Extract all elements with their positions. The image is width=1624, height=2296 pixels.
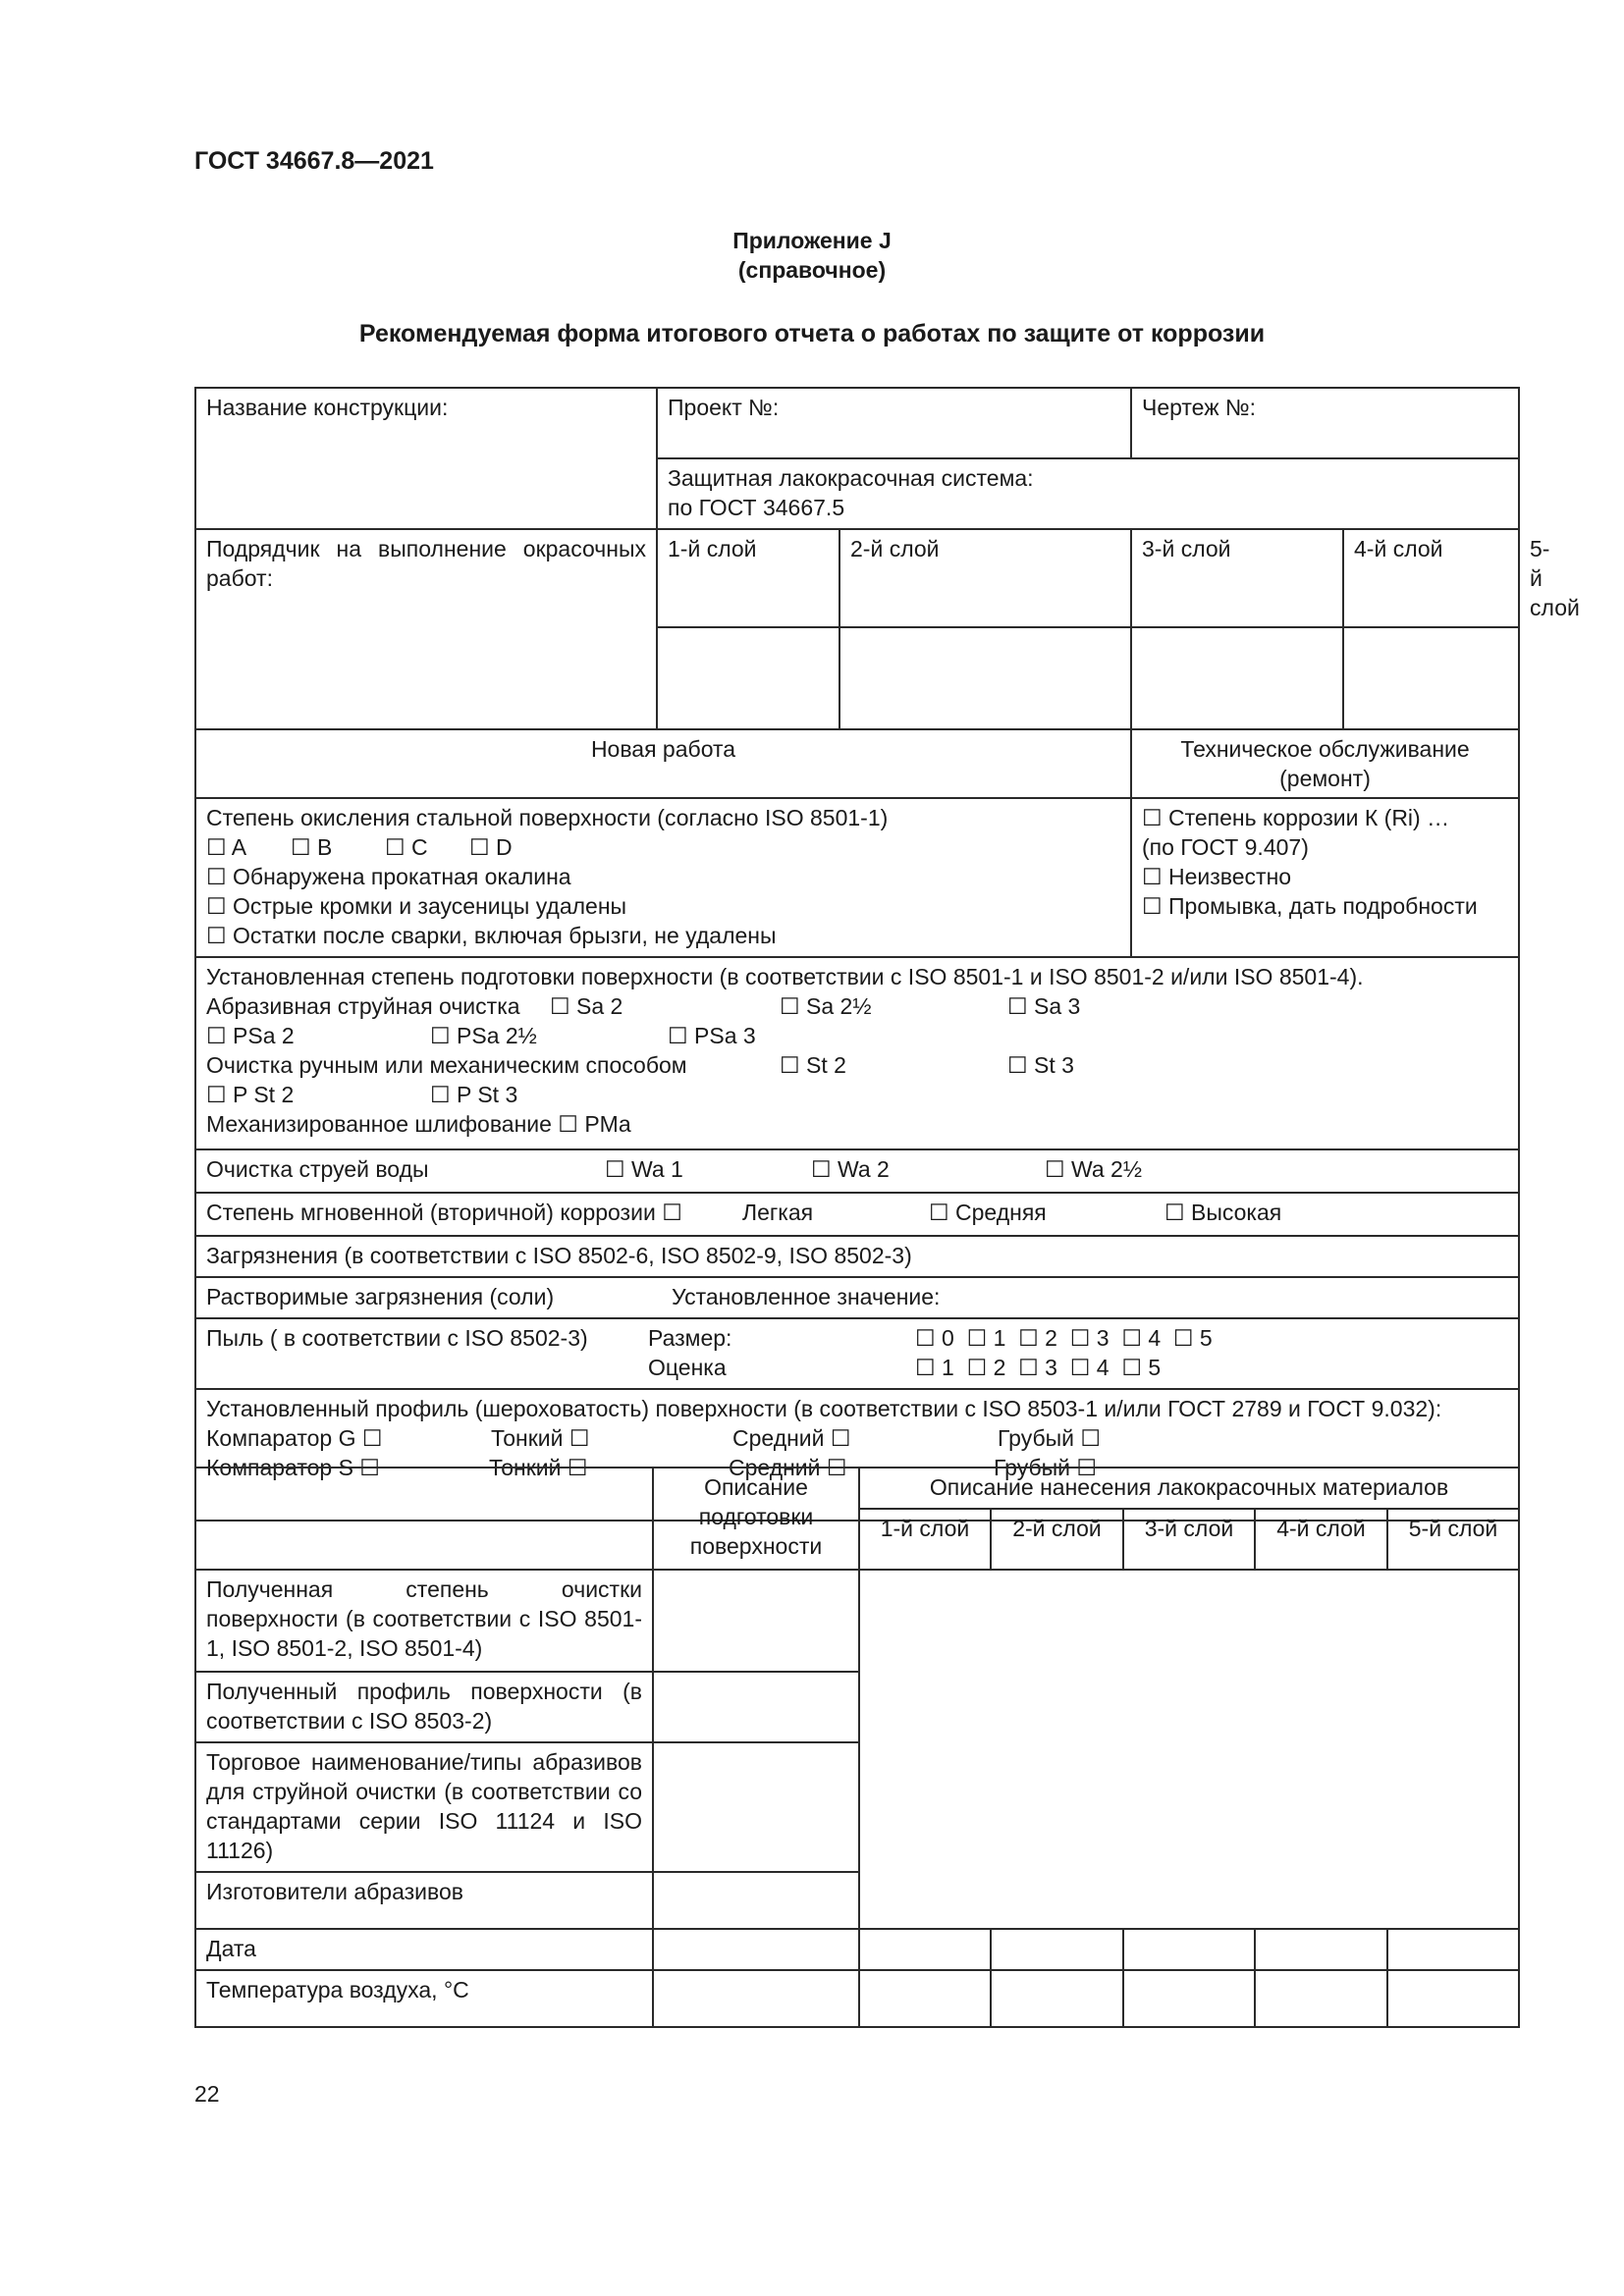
- layer-header: 4-й слой: [1343, 529, 1519, 627]
- structure-name-label: Название конструкции:: [206, 395, 449, 420]
- layer-header: 3-й слой: [1123, 1509, 1255, 1570]
- wa2half-checkbox[interactable]: ☐ Wa 2½: [1045, 1156, 1143, 1182]
- project-no-label: Проект №:: [668, 395, 780, 420]
- comparator-s-checkbox[interactable]: Компаратор S ☐: [206, 1455, 380, 1480]
- contamination-label: Загрязнения (в соответствии с ISO 8502-6, ISO 8502-9, ISO 8502-3): [206, 1243, 912, 1268]
- date-cell[interactable]: [991, 1929, 1123, 1970]
- oxidation-grades: [206, 832, 1120, 862]
- abrasive-row: [206, 991, 1508, 1021]
- flash-rust-light: Легкая: [742, 1200, 814, 1225]
- medium-g-checkbox[interactable]: Средний ☐: [732, 1425, 851, 1451]
- psa2-checkbox[interactable]: ☐ PSa 2: [206, 1023, 295, 1048]
- row-label: Полученный профиль поверхности (в соответствии с ISO 8503-2): [195, 1672, 653, 1742]
- date-cell[interactable]: [1123, 1929, 1255, 1970]
- soluble-row: [206, 1282, 1508, 1311]
- temperature-cell[interactable]: [653, 1970, 859, 2027]
- contractor-label: Подрядчик на выполнение окрасочных работ:: [206, 536, 646, 591]
- water-jet-section: [195, 1149, 1519, 1193]
- layer-cell[interactable]: [839, 627, 1131, 729]
- flash-rust-high-checkbox[interactable]: ☐ Высокая: [1164, 1200, 1282, 1225]
- unknown-checkbox[interactable]: ☐ Неизвестно: [1142, 864, 1292, 889]
- dust-rating-row: [206, 1353, 1508, 1382]
- coarse-s-checkbox[interactable]: Грубый ☐: [994, 1455, 1098, 1480]
- surface-prep-title: Установленная степень подготовки поверхности (в соответствии с ISO 8501-1 и ISO 8501-2 и/или ISO 8501-4).: [206, 964, 1364, 989]
- layer-cell[interactable]: [1131, 627, 1343, 729]
- form-title: Рекомендуемая форма итогового отчета о работах по защите от коррозии: [358, 320, 1266, 347]
- dust-size-row: [206, 1323, 1508, 1353]
- date-cell[interactable]: [1387, 1929, 1519, 1970]
- structure-name-field[interactable]: [195, 388, 657, 529]
- layer-header: 5-й слой: [1387, 1509, 1519, 1570]
- row-label: Температура воздуха, °С: [195, 1970, 653, 2027]
- drawing-no-field[interactable]: [1131, 388, 1519, 458]
- comparator-g-checkbox[interactable]: Компаратор G ☐: [206, 1425, 383, 1451]
- manual-row: [206, 1050, 1508, 1080]
- dust-rating-options[interactable]: ☐ 1 ☐ 2 ☐ 3 ☐ 4 ☐ 5: [915, 1355, 1162, 1380]
- date-cell[interactable]: [1255, 1929, 1387, 1970]
- drawing-no-label: Чертеж №:: [1142, 395, 1257, 420]
- water-jet-row: [206, 1154, 1508, 1184]
- weld-residue-checkbox[interactable]: ☐ Остатки после сварки, включая брызги, не удалены: [206, 923, 777, 948]
- psa2half-checkbox[interactable]: ☐ PSa 2½: [430, 1023, 537, 1048]
- comparator-g-row: [206, 1423, 1508, 1453]
- layer-header: 4-й слой: [1255, 1509, 1387, 1570]
- surface-prep-cell[interactable]: [653, 1742, 859, 1872]
- grinding-checkbox[interactable]: Механизированное шлифование ☐ PMa: [206, 1111, 631, 1137]
- surface-prep-desc-header: Описание подготовки поверхности: [653, 1468, 859, 1570]
- manual-label: Очистка ручным или механическим способом: [206, 1052, 687, 1078]
- layer-header: 1-й слой: [859, 1509, 991, 1570]
- empty-header-cell: [195, 1468, 653, 1570]
- pst2-checkbox[interactable]: ☐ P St 2: [206, 1082, 295, 1107]
- temperature-cell[interactable]: [1387, 1970, 1519, 2027]
- oxidation-section: [195, 798, 1131, 957]
- gost-reference: (по ГОСТ 9.407): [1142, 834, 1309, 860]
- layer-header: 1-й слой: [657, 529, 839, 627]
- coating-desc-header: Описание нанесения лакокрасочных материалов: [859, 1468, 1519, 1509]
- flash-rust-label[interactable]: Степень мгновенной (вторичной) коррозии ☐: [206, 1200, 682, 1225]
- wa1-checkbox[interactable]: ☐ Wa 1: [605, 1156, 683, 1182]
- surface-prep-cell[interactable]: [653, 1570, 859, 1672]
- date-cell[interactable]: [859, 1929, 991, 1970]
- row-label: Торговое наименование/типы абразивов для струйной очистки (в соответствии со стандартами серии ISO 11124 и ISO 11126): [195, 1742, 653, 1872]
- temperature-cell[interactable]: [1255, 1970, 1387, 2027]
- project-no-field[interactable]: [657, 388, 1131, 458]
- row-label: Дата: [195, 1929, 653, 1970]
- temperature-cell[interactable]: [859, 1970, 991, 2027]
- page-number: 22: [194, 2081, 220, 2107]
- medium-s-checkbox[interactable]: Средний ☐: [729, 1455, 847, 1480]
- surface-prep-cell[interactable]: [653, 1872, 859, 1929]
- dust-size-options[interactable]: ☐ 0 ☐ 1 ☐ 2 ☐ 3 ☐ 4 ☐ 5: [915, 1325, 1213, 1351]
- row-label: Изготовители абразивов: [195, 1872, 653, 1929]
- coating-merged-cell[interactable]: [859, 1570, 1519, 1929]
- grade-b-checkbox[interactable]: ☐ B: [291, 834, 333, 860]
- sharp-edges-checkbox[interactable]: ☐ Острые кромки и заусеницы удалены: [206, 893, 627, 919]
- maintenance-header: Техническое обслуживание (ремонт): [1131, 729, 1519, 798]
- layer-header: 2-й слой: [991, 1509, 1123, 1570]
- soluble-section: [195, 1277, 1519, 1318]
- corrosion-degree-checkbox[interactable]: ☐ Степень коррозии К (Ri) …: [1142, 805, 1450, 830]
- grade-c-checkbox[interactable]: ☐ C: [385, 834, 428, 860]
- flash-rust-section: [195, 1193, 1519, 1236]
- soluble-label: Растворимые загрязнения (соли): [206, 1284, 555, 1309]
- psa3-checkbox[interactable]: ☐ PSa 3: [668, 1023, 756, 1048]
- row-label: Полученная степень очистки поверхности (в соответствии с ISO 8501-1, ISO 8501-2, ISO 8501-4): [195, 1570, 653, 1672]
- fine-s-checkbox[interactable]: Тонкий ☐: [489, 1455, 588, 1480]
- report-form-table: Название конструкции: Проект №: Чертеж №: Защитная лакокрасочная система: по ГОСТ 34667.5 Подрядчик на выполнение окрасочных работ: 1-й слой 2-й слой 3-й слой 4-й слой 5-й слой Новая работа Техническое обслуживание (ремонт) Степень окисления стальной поверхности (согласно ISO 8501-1) ☐ A ☐ B ☐ C ☐ D ☐ Обнаружена прокатная окалина ☐ Острые кромки и заусеницы удалены ☐ Остатки после сварки, включая брызги, не удалены ☐ Степень коррозии К (Ri) … (по ГОСТ 9.407) ☐ Неизвестно ☐ Промывка, дать подробности Установленная степень подготовки поверхности (в соответствии с ISO 8501-1 и ISO 8501-2 и/или ISO 8501-4). Абразивная струйная очистка ☐ Sa 2 ☐ Sa 2½ ☐ Sa 3 ☐ PSa 2 ☐ PSa 2½ ☐ PSa 3 Очистка ручным или механическим способом ☐ St 2 ☐ St 3 ☐ P St 2 ☐ P St 3 Механизированное шлифование ☐ PMa Очистка струей воды ☐ Wa 1 ☐ Wa 2 ☐ Wa 2½ Степень мгновенной (вторичной) коррозии ☐ Легкая ☐ Средняя ☐ Высокая Загрязнения (в соответствии с ISO 8502-6, ISO 8502-9, ISO 8502-3) Растворимые загрязнения (соли) Установленное значение: Пыль ( в соответствии с ISO 8502-3) Размер: ☐ 0 ☐ 1 ☐ 2 ☐ 3 ☐ 4 ☐ 5 Оценка ☐ 1 ☐ 2 ☐ 3 ☐ 4 ☐ 5 Установленный профиль (шероховатость) поверхности (в соответствии с ISO 8503-1 и/или ГОСТ 2789 и ГОСТ 9.032): Компаратор G ☐ Тонкий ☐ Средний ☐ Грубый ☐ Компаратор S ☐ Тонкий ☐ Средний ☐ Грубый ☐: [194, 387, 1520, 1522]
- wa2-checkbox[interactable]: ☐ Wa 2: [811, 1156, 890, 1182]
- sa2half-checkbox[interactable]: ☐ Sa 2½: [780, 993, 872, 1019]
- st2-checkbox[interactable]: ☐ St 2: [780, 1052, 846, 1078]
- temperature-cell[interactable]: [1123, 1970, 1255, 2027]
- appendix-title: Приложение J: [732, 228, 892, 253]
- water-jet-label: Очистка струей воды: [206, 1156, 429, 1182]
- dust-size-label: Размер:: [648, 1325, 732, 1351]
- coarse-g-checkbox[interactable]: Грубый ☐: [998, 1425, 1102, 1451]
- sa3-checkbox[interactable]: ☐ Sa 3: [1007, 993, 1081, 1019]
- contamination-row: [195, 1236, 1519, 1277]
- soluble-value-label: Установленное значение:: [672, 1284, 941, 1309]
- new-work-header: Новая работа: [195, 729, 1131, 798]
- grade-d-checkbox[interactable]: ☐ D: [469, 834, 513, 860]
- coating-system-standard: по ГОСТ 34667.5: [668, 495, 845, 520]
- coating-system-label: Защитная лакокрасочная система:: [668, 465, 1034, 491]
- dust-section: [195, 1318, 1519, 1389]
- washing-checkbox[interactable]: ☐ Промывка, дать подробности: [1142, 893, 1478, 919]
- flash-rust-medium-checkbox[interactable]: ☐ Средняя: [929, 1200, 1047, 1225]
- pst3-checkbox[interactable]: ☐ P St 3: [430, 1082, 518, 1107]
- date-cell[interactable]: [653, 1929, 859, 1970]
- sa2-checkbox[interactable]: ☐ Sa 2: [550, 993, 623, 1019]
- layer-cell[interactable]: [657, 627, 839, 729]
- fine-g-checkbox[interactable]: Тонкий ☐: [491, 1425, 590, 1451]
- layer-cell[interactable]: [1343, 627, 1519, 729]
- mill-scale-checkbox[interactable]: ☐ Обнаружена прокатная окалина: [206, 864, 571, 889]
- dust-rating-label: Оценка: [648, 1355, 727, 1380]
- contractor-field[interactable]: [195, 529, 657, 729]
- profile-title: Установленный профиль (шероховатость) поверхности (в соответствии с ISO 8503-1 и/или ГОСТ 2789 и ГОСТ 9.032):: [206, 1396, 1442, 1421]
- temperature-cell[interactable]: [991, 1970, 1123, 2027]
- flash-rust-row: [206, 1198, 1508, 1227]
- dust-label: Пыль ( в соответствии с ISO 8502-3): [206, 1325, 588, 1351]
- coating-system-field[interactable]: [657, 458, 1519, 529]
- results-table: [194, 1467, 1520, 2028]
- st3-checkbox[interactable]: ☐ St 3: [1007, 1052, 1074, 1078]
- layer-header: 2-й слой: [839, 529, 1131, 627]
- maintenance-section: [1131, 798, 1519, 957]
- layer-header: 3-й слой: [1131, 529, 1343, 627]
- psa-row: [206, 1021, 1508, 1050]
- surface-prep-section: [195, 957, 1519, 1149]
- grade-a-checkbox[interactable]: ☐ A: [206, 834, 247, 860]
- document-code: ГОСТ 34667.8—2021: [194, 147, 434, 175]
- surface-prep-cell[interactable]: [653, 1672, 859, 1742]
- oxidation-title: Степень окисления стальной поверхности (согласно ISO 8501-1): [206, 805, 889, 830]
- pst-row: [206, 1080, 1508, 1109]
- appendix-type: (справочное): [737, 257, 887, 283]
- abrasive-label: Абразивная струйная очистка: [206, 993, 520, 1019]
